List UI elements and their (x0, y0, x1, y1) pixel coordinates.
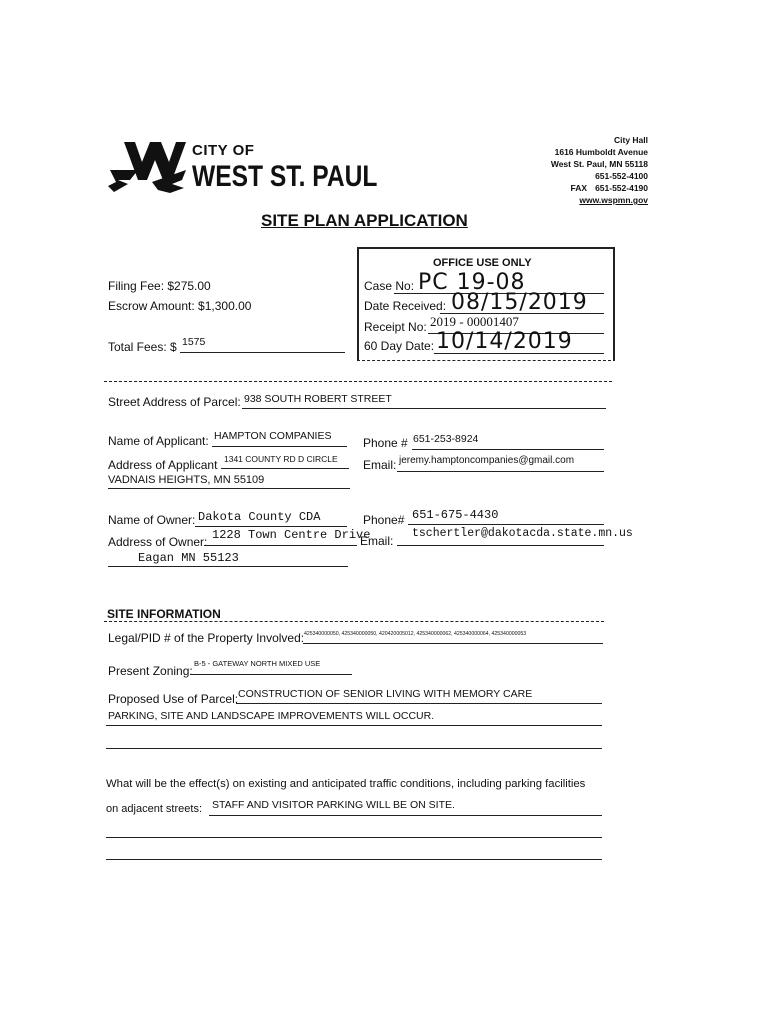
receipt-value: 2019 - 00001407 (430, 314, 519, 329)
owner-phone-value: 651-675-4430 (412, 508, 499, 522)
owner-address-label: Address of Owner: (108, 535, 208, 549)
receipt-label: Receipt No: (364, 320, 427, 334)
city-hall-website[interactable]: www.wspmn.gov (579, 195, 648, 205)
zoning-label: Present Zoning: (108, 664, 193, 678)
applicant-email-value: jeremy.hamptoncompanies@gmail.com (399, 455, 575, 466)
traffic-label: on adjacent streets: (106, 803, 203, 815)
proposed-use-line2: PARKING, SITE AND LANDSCAPE IMPROVEMENTS WILL OCCUR. (108, 710, 435, 722)
proposed-use-label: Proposed Use of Parcel: (108, 692, 239, 706)
fax-number: 651-552-4190 (595, 183, 648, 193)
date-received-value: 08/15/2019 (451, 290, 588, 315)
case-value: PC 19-08 (418, 270, 526, 295)
owner-name-label: Name of Owner: (108, 513, 196, 527)
owner-email-value: tschertler@dakotacda.state.mn.us (412, 527, 633, 540)
logo-mark-icon (108, 140, 192, 194)
city-hall-street: 1616 Humboldt Avenue (554, 147, 648, 157)
city-hall-fax (551, 182, 648, 194)
owner-name-value: Dakota County CDA (198, 510, 321, 524)
day60-value: 10/14/2019 (436, 329, 573, 354)
owner-email-label: Email: (360, 534, 394, 548)
applicant-phone-value: 651-253-8924 (413, 433, 479, 445)
page-title: SITE PLAN APPLICATION (261, 211, 468, 230)
total-fees-value: 1575 (182, 336, 206, 348)
proposed-use-value: CONSTRUCTION OF SENIOR LIVING WITH MEMORY CARE (238, 688, 533, 700)
zoning-value: B-5 - GATEWAY NORTH MIXED USE (194, 659, 321, 668)
office-use-box-bottom (357, 360, 611, 361)
owner-address-value: 1228 Town Centre Drive (212, 528, 371, 542)
escrow-amount: Escrow Amount: $1,300.00 (108, 299, 252, 313)
case-label: Case No: (364, 279, 415, 293)
parcel-address-label: Street Address of Parcel: (108, 395, 241, 409)
city-logo (108, 140, 378, 196)
city-hall-title: City Hall (613, 135, 648, 145)
city-hall-address (551, 134, 648, 206)
applicant-phone-label: Phone # (363, 436, 408, 450)
section-divider (104, 381, 612, 382)
applicant-address-line2: VADNAIS HEIGHTS, MN 55109 (108, 474, 265, 486)
filing-fee: Filing Fee: $275.00 (108, 279, 211, 293)
applicant-name-label: Name of Applicant: (108, 434, 209, 448)
applicant-email-label: Email: (363, 458, 397, 472)
fax-label: FAX (570, 183, 588, 193)
day60-label: 60 Day Date: (364, 339, 435, 353)
pid-label: Legal/PID # of the Property Involved: (108, 631, 305, 645)
owner-address-line2: Eagan MN 55123 (138, 551, 239, 565)
total-fees-label: Total Fees: $ (108, 340, 177, 354)
traffic-value: STAFF AND VISITOR PARKING WILL BE ON SITE. (212, 799, 455, 811)
applicant-address-label: Address of Applicant (108, 458, 218, 472)
logo-name-text: WEST ST. PAUL (192, 160, 378, 193)
city-hall-phone: 651-552-4100 (595, 171, 648, 181)
traffic-question: What will be the effect(s) on existing and anticipated traffic conditions, including parking facilities (106, 778, 586, 790)
pid-value: 425340000050, 425340000050, 420420005012, 425340000062, 425340000064, 425340000053 (304, 631, 527, 637)
applicant-name-value: HAMPTON COMPANIES (214, 430, 332, 442)
date-received-label: Date Received: (364, 299, 447, 313)
applicant-address-value: 1341 COUNTY RD D CIRCLE (224, 454, 338, 464)
office-use-heading: OFFICE USE ONLY (433, 257, 532, 269)
parcel-address-value: 938 SOUTH ROBERT STREET (244, 393, 392, 405)
owner-phone-label: Phone# (363, 513, 405, 527)
logo-city-text: CITY OF (192, 142, 255, 159)
city-hall-city: West St. Paul, MN 55118 (550, 159, 648, 169)
site-info-heading: SITE INFORMATION (107, 607, 221, 621)
